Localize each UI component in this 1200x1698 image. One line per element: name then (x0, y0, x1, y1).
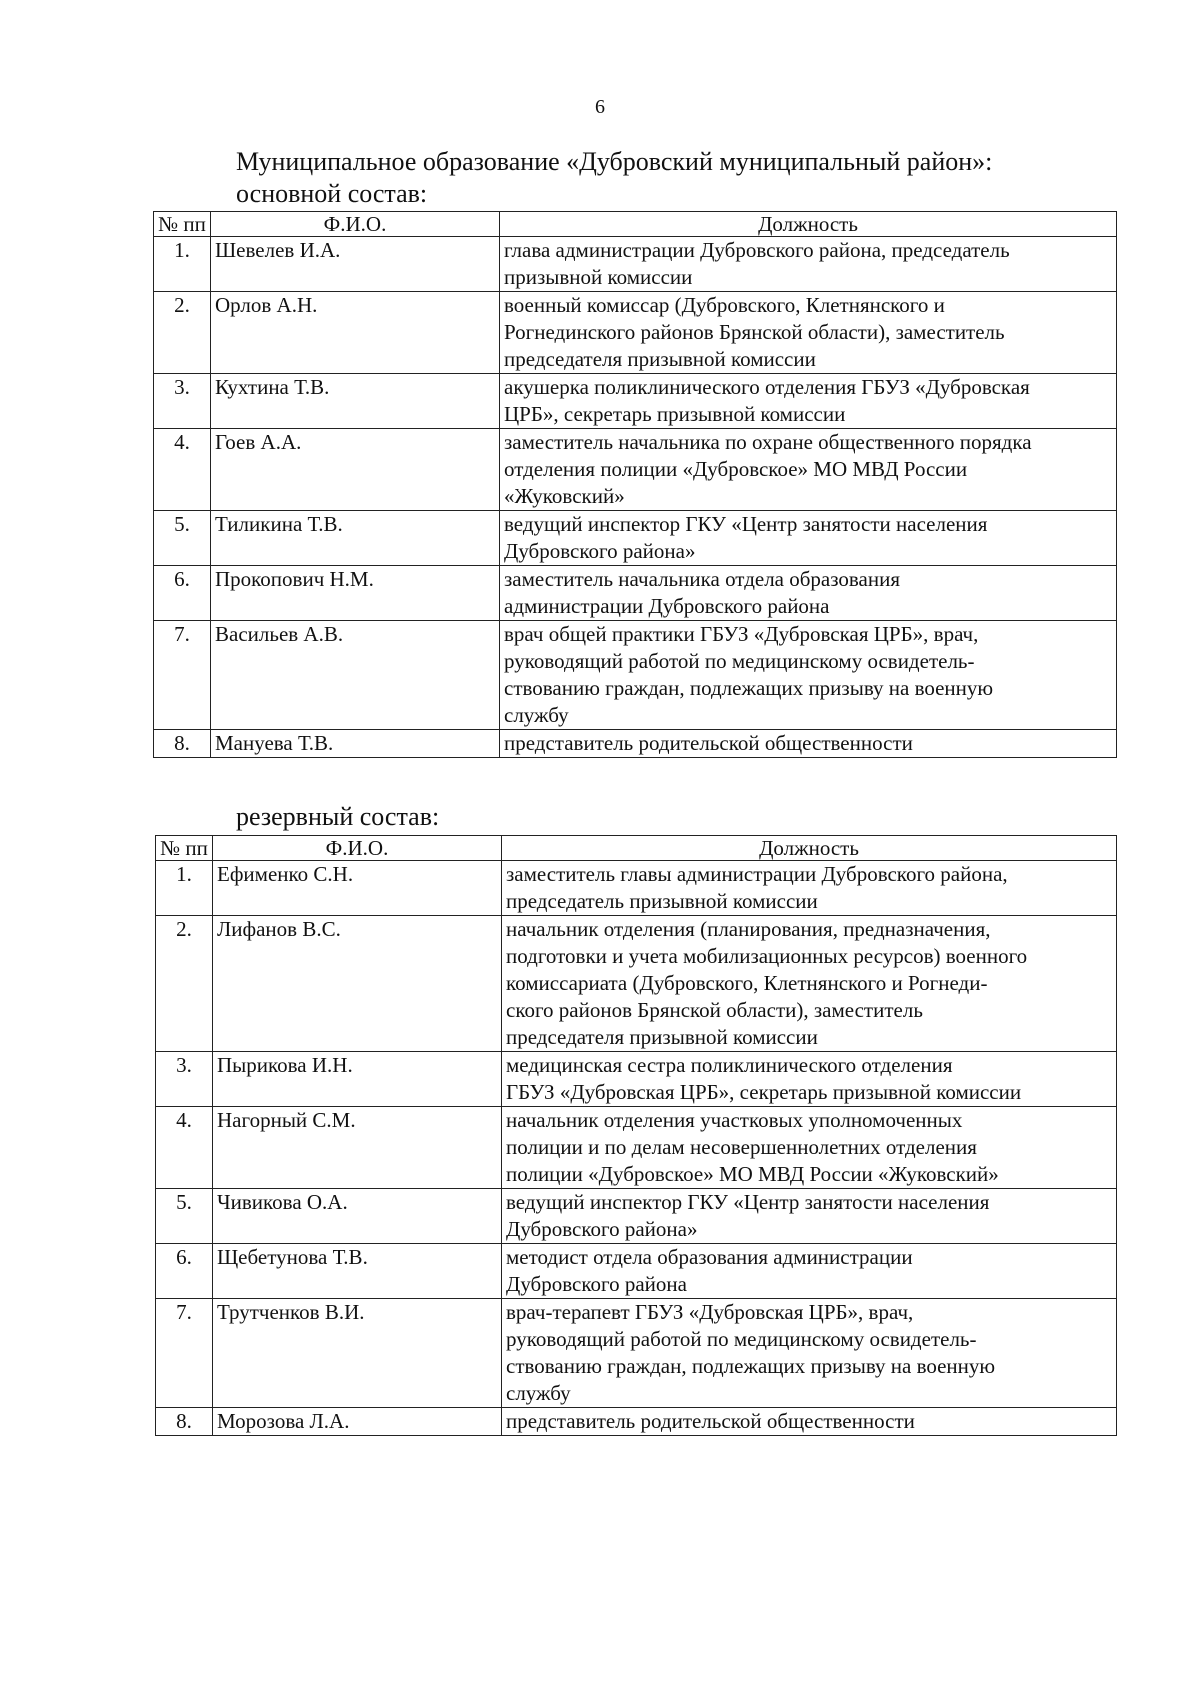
table-row (154, 511, 1117, 566)
column-header-num: № пп (154, 212, 211, 237)
position-line: Дубровского района» (504, 539, 696, 563)
position-line: отделения полиции «Дубровское» МО МВД России (504, 457, 968, 481)
position-line: врач общей практики ГБУЗ «Дубровская ЦРБ», врач, (504, 622, 979, 646)
table-row (156, 861, 1117, 916)
member-position (500, 292, 1117, 374)
row-number: 8. (156, 1408, 213, 1436)
row-number: 5. (156, 1189, 213, 1244)
member-position (500, 429, 1117, 511)
member-position (500, 566, 1117, 621)
table-row (154, 374, 1117, 429)
position-line: полиции «Дубровское» МО МВД России «Жуковский» (506, 1162, 999, 1186)
position-line: глава администрации Дубровского района, председатель (504, 238, 1010, 262)
member-position (502, 1244, 1117, 1299)
table-row (154, 292, 1117, 374)
position-line: председателя призывной комиссии (506, 1025, 818, 1049)
member-position (500, 511, 1117, 566)
row-number: 4. (156, 1107, 213, 1189)
member-name: Морозова Л.А. (213, 1408, 502, 1436)
column-header-name: Ф.И.О. (213, 836, 502, 861)
member-position (502, 1107, 1117, 1189)
main-composition-table (153, 211, 1117, 758)
table-row (154, 237, 1117, 292)
position-line: призывной комиссии (504, 265, 693, 289)
position-line: Дубровского района» (506, 1217, 698, 1241)
table-row (156, 1244, 1117, 1299)
member-name: Лифанов В.С. (213, 916, 502, 1052)
position-line: методист отдела образования администрации (506, 1245, 913, 1269)
member-position (502, 916, 1117, 1052)
member-name: Трутченков В.И. (213, 1299, 502, 1408)
position-line: ведущий инспектор ГКУ «Центр занятости населения (506, 1190, 990, 1214)
position-line: медицинская сестра поликлинического отделения (506, 1053, 953, 1077)
row-number: 2. (156, 916, 213, 1052)
position-line: акушерка поликлинического отделения ГБУЗ «Дубровская (504, 375, 1030, 399)
table-row (156, 1189, 1117, 1244)
member-position (502, 861, 1117, 916)
main-table-body (154, 237, 1117, 758)
position-line: председателя призывной комиссии (504, 347, 816, 371)
position-line: представитель родительской общественности (504, 731, 913, 755)
position-line: начальник отделения участковых уполномоченных (506, 1108, 963, 1132)
row-number: 3. (156, 1052, 213, 1107)
member-name: Тиликина Т.В. (211, 511, 500, 566)
reserve-composition-table (155, 835, 1117, 1436)
position-line: начальник отделения (планирования, предназначения, (506, 917, 991, 941)
table-row (156, 1052, 1117, 1107)
position-line: комиссариата (Дубровского, Клетнянского и Рогнеди- (506, 971, 988, 995)
member-name: Пырикова И.Н. (213, 1052, 502, 1107)
row-number: 7. (154, 621, 211, 730)
position-line: ведущий инспектор ГКУ «Центр занятости населения (504, 512, 988, 536)
position-line: службу (504, 703, 569, 727)
member-name: Прокопович Н.М. (211, 566, 500, 621)
section-title: Муниципальное образование «Дубровский муниципальный район»: (236, 147, 993, 176)
row-number: 6. (154, 566, 211, 621)
position-line: председатель призывной комиссии (506, 889, 818, 913)
table-row (156, 1408, 1117, 1436)
member-name: Кухтина Т.В. (211, 374, 500, 429)
position-line: службу (506, 1381, 571, 1405)
table-row (156, 1107, 1117, 1189)
member-position (500, 237, 1117, 292)
member-position (500, 374, 1117, 429)
position-line: заместитель главы администрации Дубровского района, (506, 862, 1008, 886)
page-number: 6 (595, 96, 605, 118)
position-line: ГБУЗ «Дубровская ЦРБ», секретарь призывной комиссии (506, 1080, 1022, 1104)
table-row (156, 1299, 1117, 1408)
row-number: 5. (154, 511, 211, 566)
row-number: 8. (154, 730, 211, 758)
member-name: Шевелев И.А. (211, 237, 500, 292)
position-line: подготовки и учета мобилизационных ресурсов) военного (506, 944, 1028, 968)
main-composition-heading: основной состав: (236, 179, 428, 208)
reserve-table-body (156, 861, 1117, 1436)
position-line: ЦРБ», секретарь призывной комиссии (504, 402, 846, 426)
member-name: Орлов А.Н. (211, 292, 500, 374)
member-name: Нагорный С.М. (213, 1107, 502, 1189)
position-line: руководящий работой по медицинскому освидетель- (506, 1327, 977, 1351)
row-number: 1. (154, 237, 211, 292)
row-number: 6. (156, 1244, 213, 1299)
member-name: Мануева Т.В. (211, 730, 500, 758)
position-line: администрации Дубровского района (504, 594, 830, 618)
position-line: представитель родительской общественности (506, 1409, 915, 1433)
member-name: Ефименко С.Н. (213, 861, 502, 916)
table-row (154, 621, 1117, 730)
table-row (156, 916, 1117, 1052)
member-position (502, 1189, 1117, 1244)
member-position (502, 1299, 1117, 1408)
row-number: 3. (154, 374, 211, 429)
column-header-position: Должность (500, 212, 1117, 237)
column-header-num: № пп (156, 836, 213, 861)
row-number: 2. (154, 292, 211, 374)
column-header-name: Ф.И.О. (211, 212, 500, 237)
reserve-composition-heading: резервный состав: (236, 802, 440, 831)
row-number: 1. (156, 861, 213, 916)
member-position (500, 621, 1117, 730)
position-line: Рогнединского районов Брянской области), заместитель (504, 320, 1005, 344)
member-position (502, 1408, 1117, 1436)
table-header-row (154, 212, 1117, 237)
table-row (154, 730, 1117, 758)
member-name: Васильев А.В. (211, 621, 500, 730)
position-line: ского районов Брянской области), заместитель (506, 998, 923, 1022)
position-line: руководящий работой по медицинскому освидетель- (504, 649, 975, 673)
position-line: военный комиссар (Дубровского, Клетнянского и (504, 293, 945, 317)
column-header-position: Должность (502, 836, 1117, 861)
member-name: Чивикова О.А. (213, 1189, 502, 1244)
position-line: Дубровского района (506, 1272, 687, 1296)
position-line: заместитель начальника отдела образования (504, 567, 901, 591)
position-line: врач-терапевт ГБУЗ «Дубровская ЦРБ», врач, (506, 1300, 914, 1324)
position-line: полиции и по делам несовершеннолетних отделения (506, 1135, 977, 1159)
position-line: «Жуковский» (504, 484, 625, 508)
member-position (500, 730, 1117, 758)
row-number: 4. (154, 429, 211, 511)
position-line: ствованию граждан, подлежащих призыву на военную (506, 1354, 996, 1378)
table-header-row (156, 836, 1117, 861)
table-row (154, 566, 1117, 621)
member-name: Щебетунова Т.В. (213, 1244, 502, 1299)
member-position (502, 1052, 1117, 1107)
position-line: ствованию граждан, подлежащих призыву на военную (504, 676, 994, 700)
table-row (154, 429, 1117, 511)
member-name: Гоев А.А. (211, 429, 500, 511)
row-number: 7. (156, 1299, 213, 1408)
position-line: заместитель начальника по охране общественного порядка (504, 430, 1032, 454)
